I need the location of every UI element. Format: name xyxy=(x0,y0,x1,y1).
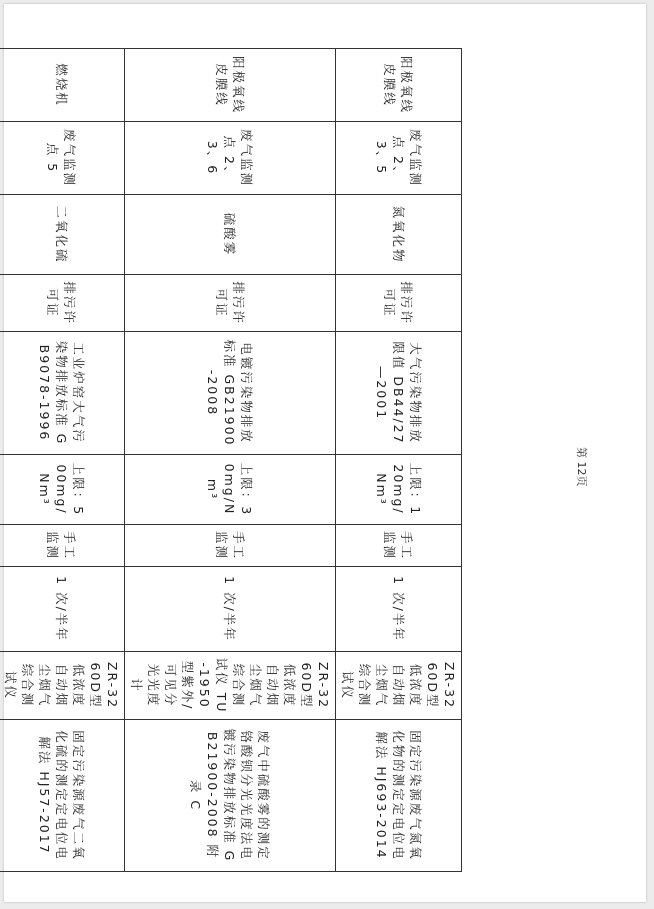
cell-pollutant: 二氧化硫 xyxy=(0,195,125,275)
cell-limit: 上限：30mg/Nm³ xyxy=(125,455,336,525)
page-number: 第 12页 xyxy=(575,447,588,487)
cell-line: 阳极氧线皮膜线 xyxy=(336,49,462,122)
cell-basis: 排污许可证 xyxy=(0,275,125,332)
cell-monitoring-point: 废气监测点 2、3、5 xyxy=(336,122,462,195)
cell-monitoring-mode: 手工监测 xyxy=(125,525,336,567)
cell-standard: 电镀污染物排放标准 GB21900-2008 xyxy=(125,332,336,455)
table-row xyxy=(0,49,125,872)
rotated-table-wrapper xyxy=(3,48,462,871)
table-row xyxy=(125,49,336,872)
monitoring-table xyxy=(0,48,462,872)
cell-frequency: 1 次/半年 xyxy=(0,567,125,652)
cell-line: 燃烧机 xyxy=(0,49,125,122)
cell-method: 固定污染源废气氮氧化物的测定定电位电解法 HJ693-2014 xyxy=(336,720,462,872)
cell-frequency: 1 次/半年 xyxy=(125,567,336,652)
cell-monitoring-point: 废气监测点 5 xyxy=(0,122,125,195)
cell-method: 固定污染源废气二氧化硫的测定定电位电解法 HJ57-2017 xyxy=(0,720,125,872)
cell-standard: 大气污染物排放限值 DB44/27—2001 xyxy=(336,332,462,455)
document-page xyxy=(4,4,646,902)
cell-pollutant: 硫酸雾 xyxy=(125,195,336,275)
cell-method: 废气中硫酸雾的测定铬酸钡分光光度法电镀污染物排放标准 GB21900-2008 附录 C xyxy=(125,720,336,872)
cell-line: 阳极氧线皮膜线 xyxy=(125,49,336,122)
cell-monitoring-point: 废气监测点 2、3、6 xyxy=(125,122,336,195)
cell-instrument: ZR-3260D型低浓度自动烟尘烟气综合测试仪 xyxy=(0,652,125,720)
cell-basis: 排污许可证 xyxy=(336,275,462,332)
cell-instrument: ZR-3260D型低浓度自动烟尘烟气综合测试仪 TU-1950 型紫外/可见分光光度计 xyxy=(125,652,336,720)
cell-instrument: ZR-3260D型低浓度自动烟尘烟气综合测试仪 xyxy=(336,652,462,720)
cell-frequency: 1 次/半年 xyxy=(336,567,462,652)
cell-monitoring-mode: 手工监测 xyxy=(336,525,462,567)
cell-standard: 工业炉窑大气污染物排放标准 GB9078-1996 xyxy=(0,332,125,455)
cell-limit: 上限：120mg/Nm³ xyxy=(336,455,462,525)
cell-basis: 排污许可证 xyxy=(125,275,336,332)
table-row xyxy=(336,49,462,872)
cell-limit: 上限：500mg/Nm³ xyxy=(0,455,125,525)
cell-pollutant: 氮氧化物 xyxy=(336,195,462,275)
cell-monitoring-mode: 手工监测 xyxy=(0,525,125,567)
